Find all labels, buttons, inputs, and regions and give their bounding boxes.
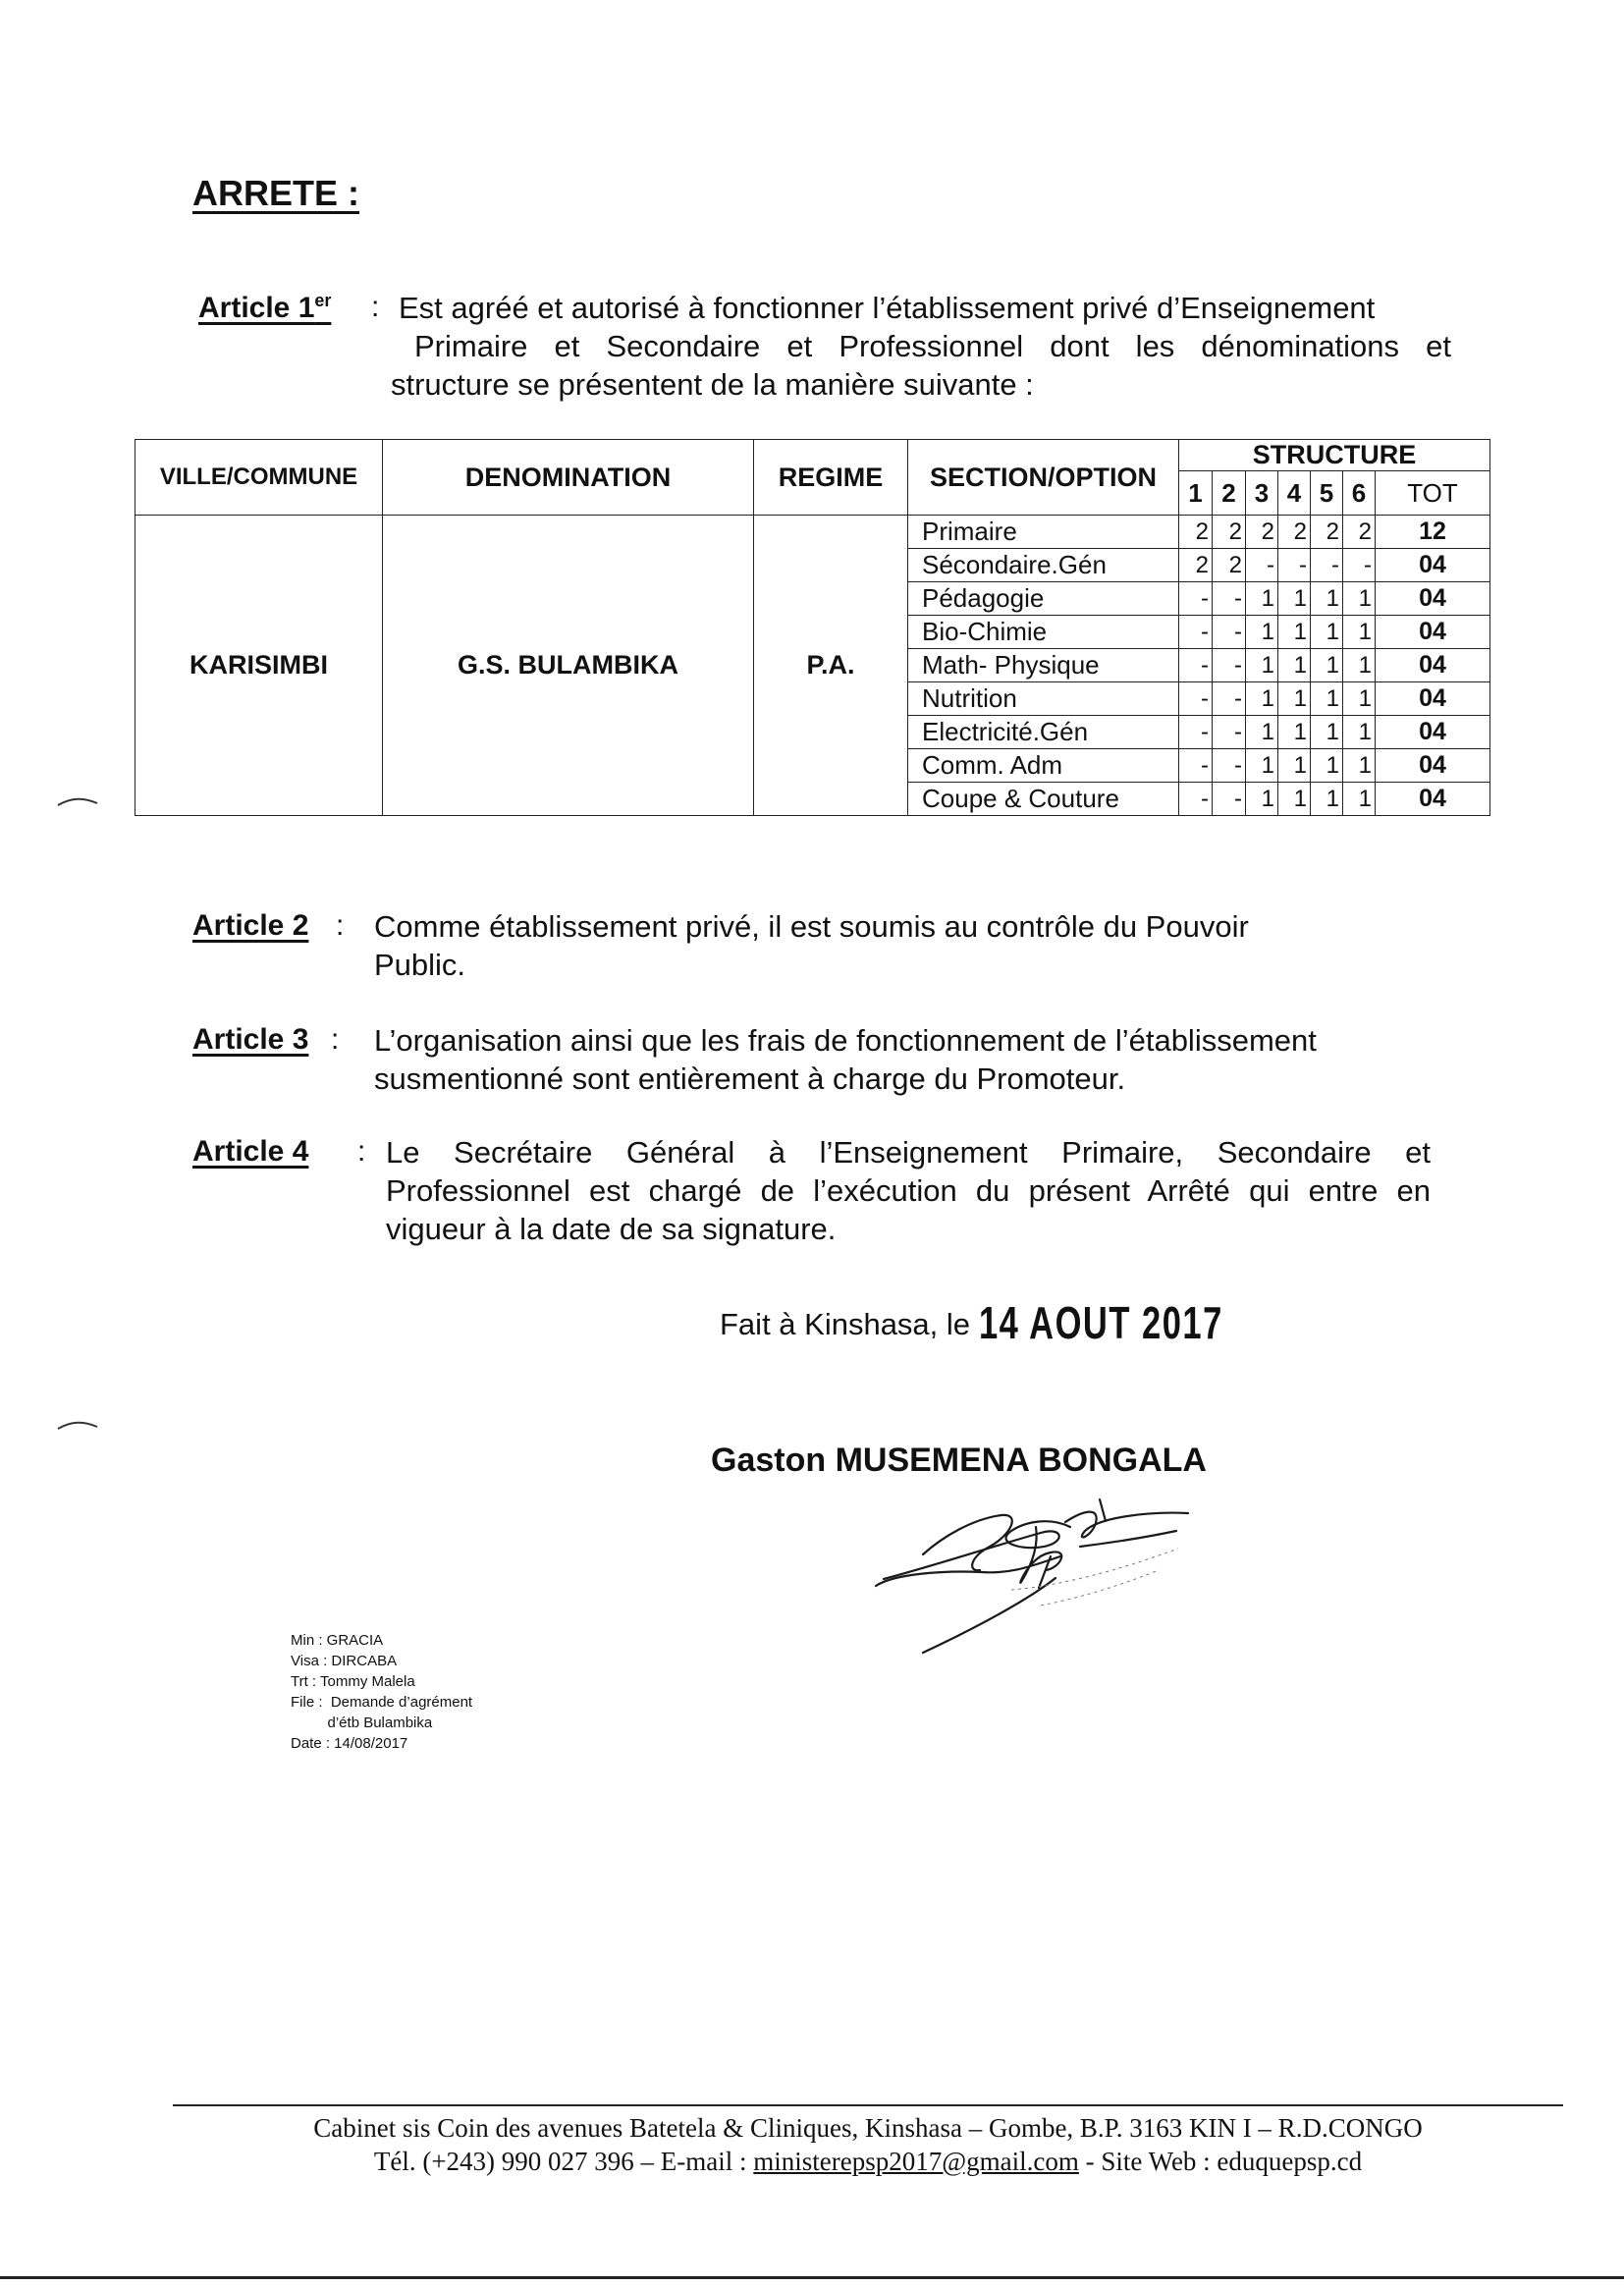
cell-year-value: 1 [1343, 649, 1376, 682]
cell-year-value: 1 [1311, 749, 1343, 783]
article-2-line: Public. [374, 948, 466, 982]
article-1-colon: : [371, 291, 380, 323]
cell-year-value: 1 [1246, 682, 1278, 716]
cell-year-value: - [1179, 582, 1213, 616]
cell-year-value: 2 [1213, 516, 1246, 549]
place-text: Fait à Kinshasa, le [720, 1307, 971, 1341]
cell-year-value: 1 [1311, 582, 1343, 616]
table-row [135, 516, 1490, 549]
cell-year-value: - [1179, 716, 1213, 749]
article-3-line: L’organisation ainsi que les frais de fonctionnement de l’établissement [374, 1023, 1317, 1058]
footer-address: Cabinet sis Coin des avenues Batetela & Cliniques, Kinshasa – Gombe, B.P. 3163 KIN I – R.D.CONGO [313, 2113, 1423, 2143]
header-ville: VILLE/COMMUNE [135, 440, 383, 516]
cell-ville: KARISIMBI [135, 516, 383, 816]
footer [173, 2111, 1563, 2178]
cell-year-value: 1 [1246, 783, 1278, 816]
cell-total: 04 [1376, 749, 1490, 783]
ref-line: File : Demande d’agrément [291, 1694, 473, 1711]
cell-year-value: - [1213, 783, 1246, 816]
place-date [720, 1296, 1304, 1349]
cell-year-value: 2 [1311, 516, 1343, 549]
article-2-line: Comme établissement privé, il est soumis au contrôle du Pouvoir [374, 909, 1249, 944]
cell-year-value: - [1311, 549, 1343, 582]
cell-year-value: 1 [1278, 582, 1311, 616]
header-denomination: DENOMINATION [383, 440, 754, 516]
cell-year-value: 1 [1311, 783, 1343, 816]
scan-mark [54, 1409, 103, 1439]
cell-option: Coupe & Couture [908, 783, 1179, 816]
cell-year-value: 1 [1246, 749, 1278, 783]
reference-block [291, 1630, 472, 1754]
article-1-text [391, 289, 1451, 404]
cell-total: 04 [1376, 649, 1490, 682]
decree-heading: ARRETE : [192, 173, 359, 213]
cell-year-value: 2 [1213, 549, 1246, 582]
footer-email[interactable]: ministerepsp2017@gmail.com [753, 2147, 1079, 2176]
article-1-sup: er [314, 291, 332, 310]
article-4-colon: : [357, 1135, 366, 1168]
article-4-line: vigueur à la date de sa signature. [386, 1212, 837, 1246]
cell-year-value: - [1179, 783, 1213, 816]
scan-mark [54, 786, 103, 815]
cell-year-value: - [1278, 549, 1311, 582]
cell-year-value: 2 [1246, 516, 1278, 549]
cell-year-value: 1 [1311, 616, 1343, 649]
cell-year-value: - [1179, 649, 1213, 682]
cell-regime: P.A. [754, 516, 908, 816]
cell-year-value: 2 [1179, 549, 1213, 582]
cell-year-value: 1 [1343, 716, 1376, 749]
cell-year-value: 2 [1179, 516, 1213, 549]
cell-option: Comm. Adm [908, 749, 1179, 783]
ref-line: Trt : Tommy Malela [291, 1673, 415, 1690]
article-3-line: susmentionné sont entièrement à charge du Promoteur. [374, 1062, 1126, 1096]
signer-name: Gaston MUSEMENA BONGALA [711, 1442, 1207, 1479]
cell-option: Math- Physique [908, 649, 1179, 682]
header-regime: REGIME [754, 440, 908, 516]
article-2-label: Article 2 [192, 909, 309, 942]
cell-year-value: 1 [1278, 783, 1311, 816]
cell-year-value: - [1246, 549, 1278, 582]
cell-year-value: - [1213, 682, 1246, 716]
ref-line: Min : GRACIA [291, 1632, 384, 1649]
cell-year-value: - [1213, 749, 1246, 783]
header-year: 5 [1311, 471, 1343, 516]
article-1-label-text: Article 1 [198, 292, 315, 324]
cell-year-value: 1 [1246, 616, 1278, 649]
structure-table [135, 439, 1490, 816]
cell-year-value: - [1213, 716, 1246, 749]
ref-line: Visa : DIRCABA [291, 1653, 398, 1669]
header-year: 1 [1179, 471, 1213, 516]
header-year: 6 [1343, 471, 1376, 516]
header-year: 2 [1213, 471, 1246, 516]
cell-option: Electricité.Gén [908, 716, 1179, 749]
cell-year-value: 1 [1343, 582, 1376, 616]
cell-year-value: 1 [1246, 716, 1278, 749]
cell-total: 04 [1376, 682, 1490, 716]
article-3-label: Article 3 [192, 1023, 309, 1056]
article-2-text [374, 907, 1454, 984]
cell-option: Nutrition [908, 682, 1179, 716]
article-3-colon: : [331, 1023, 340, 1056]
footer-site: - Site Web : eduquepsp.cd [1078, 2147, 1363, 2176]
cell-year-value: 1 [1343, 682, 1376, 716]
ref-line: d’étb Bulambika [291, 1715, 433, 1731]
cell-total: 04 [1376, 549, 1490, 582]
cell-total: 04 [1376, 616, 1490, 649]
article-4-line: Professionnel est chargé de l’exécution du présent Arrêté qui entre en [386, 1173, 1431, 1208]
page-bottom-edge [0, 2276, 1624, 2279]
cell-year-value: - [1213, 616, 1246, 649]
cell-option: Pédagogie [908, 582, 1179, 616]
signature-image [864, 1488, 1276, 1664]
article-4-text [386, 1133, 1431, 1248]
footer-tel: Tél. (+243) 990 027 396 – E-mail : [373, 2147, 754, 2176]
cell-total: 04 [1376, 582, 1490, 616]
cell-year-value: 1 [1343, 783, 1376, 816]
cell-year-value: 1 [1278, 616, 1311, 649]
header-tot: TOT [1376, 471, 1490, 516]
article-1-line: Primaire et Secondaire et Professionnel dont les dénominations et [414, 329, 1451, 363]
cell-denomination: G.S. BULAMBIKA [383, 516, 754, 816]
cell-option: Primaire [908, 516, 1179, 549]
cell-year-value: - [1213, 649, 1246, 682]
header-section: SECTION/OPTION [908, 440, 1179, 516]
cell-year-value: 1 [1311, 716, 1343, 749]
cell-year-value: - [1179, 616, 1213, 649]
cell-year-value: 2 [1278, 516, 1311, 549]
footer-contact [173, 2145, 1563, 2178]
cell-year-value: 1 [1278, 682, 1311, 716]
cell-year-value: 1 [1278, 649, 1311, 682]
cell-option: Bio-Chimie [908, 616, 1179, 649]
date-stamp: 14 AOUT 2017 [978, 1297, 1223, 1348]
header-year: 3 [1246, 471, 1278, 516]
cell-year-value: 1 [1278, 716, 1311, 749]
article-3-text [374, 1021, 1454, 1098]
ref-line: Date : 14/08/2017 [291, 1735, 408, 1752]
cell-option: Sécondaire.Gén [908, 549, 1179, 582]
cell-year-value: 1 [1311, 682, 1343, 716]
header-structure: STRUCTURE [1179, 440, 1490, 471]
cell-year-value: 2 [1343, 516, 1376, 549]
cell-total: 04 [1376, 783, 1490, 816]
cell-year-value: - [1179, 682, 1213, 716]
cell-year-value: 1 [1343, 749, 1376, 783]
cell-year-value: 1 [1343, 616, 1376, 649]
cell-year-value: - [1343, 549, 1376, 582]
cell-year-value: - [1179, 749, 1213, 783]
header-year: 4 [1278, 471, 1311, 516]
article-2-colon: : [336, 909, 345, 942]
article-1-line: Est agréé et autorisé à fonctionner l’établissement privé d’Enseignement [399, 291, 1376, 325]
cell-year-value: 1 [1311, 649, 1343, 682]
table-header-row [135, 440, 1490, 471]
cell-year-value: 1 [1246, 582, 1278, 616]
footer-divider [173, 2104, 1563, 2106]
article-4-label: Article 4 [192, 1135, 309, 1168]
cell-year-value: - [1213, 582, 1246, 616]
article-4-line: Le Secrétaire Général à l’Enseignement Primaire, Secondaire et [386, 1135, 1431, 1170]
article-1-label [198, 291, 331, 325]
cell-total: 12 [1376, 516, 1490, 549]
cell-total: 04 [1376, 716, 1490, 749]
cell-year-value: 1 [1278, 749, 1311, 783]
article-1-line: structure se présentent de la manière suivante : [391, 367, 1034, 402]
cell-year-value: 1 [1246, 649, 1278, 682]
